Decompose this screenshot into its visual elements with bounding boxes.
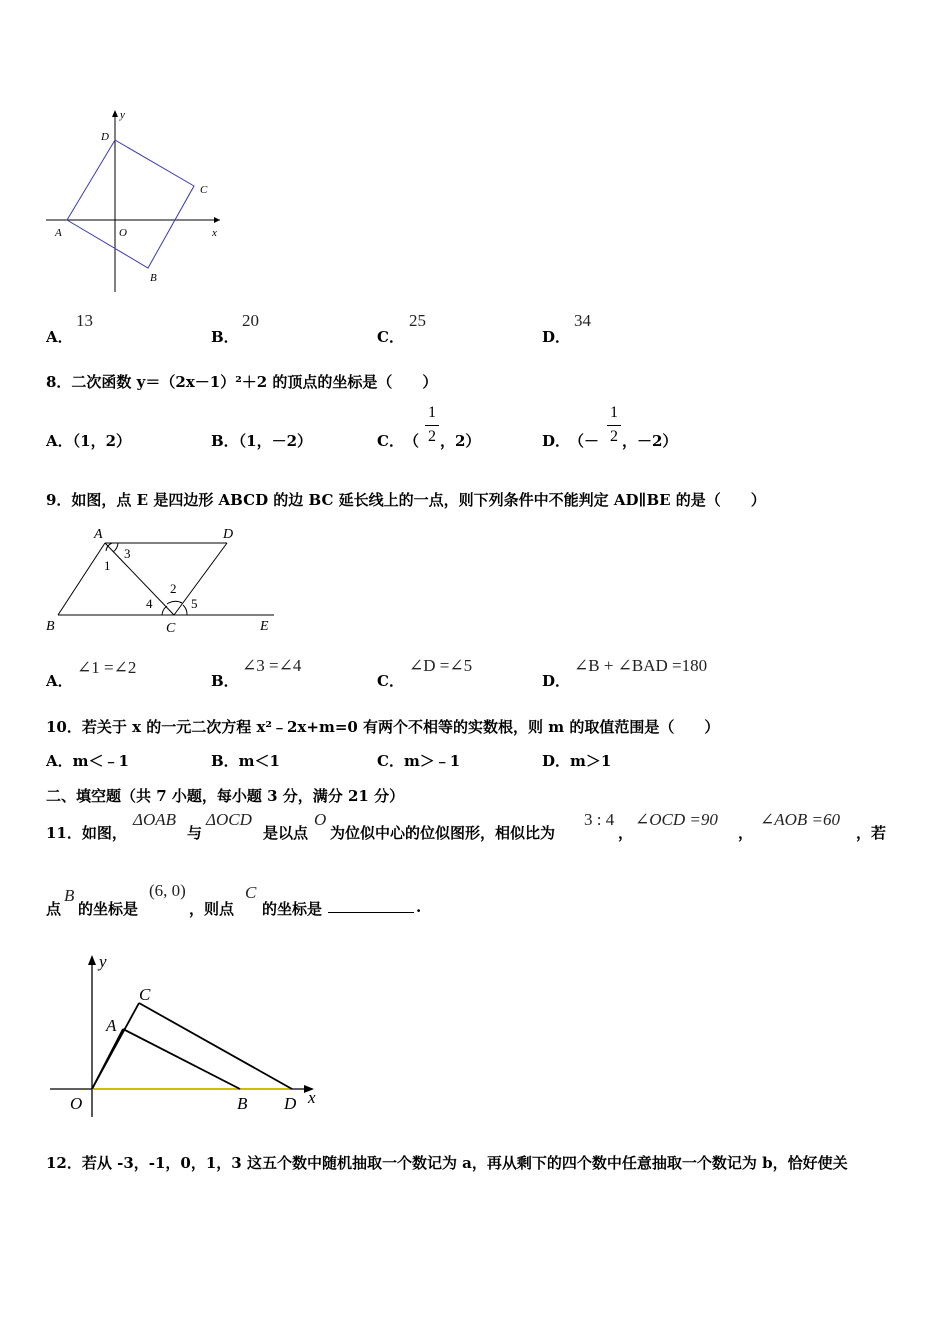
q10-option-d: D．m＞1: [542, 752, 612, 770]
q11-text-center: 为位似中心的位似图形，相似比为: [330, 824, 556, 842]
q11-answer-blank[interactable]: [328, 898, 414, 917]
q8-option-c-open: （: [404, 432, 420, 450]
angle-arc-2: [167, 601, 182, 604]
q7-option-c-value: 25: [409, 311, 426, 330]
figure-similar-triangles: [40, 945, 340, 1125]
q7-option-d-letter: D．: [542, 328, 571, 346]
q7-option-b-value: 20: [242, 311, 259, 330]
q11-text-then-point: ，则点: [189, 900, 235, 918]
segment-ac: [105, 543, 174, 615]
q7-option-b-letter: B．: [211, 328, 239, 346]
q11-triangle-ocd: ΔOCD: [206, 810, 252, 829]
q10-option-a: A．m＜﹣1: [46, 752, 129, 770]
q9-label-e: E: [260, 619, 269, 634]
q9-option-c-letter: C．: [377, 672, 404, 690]
q8-option-c-rest: ，2）: [440, 432, 481, 450]
q8-option-c-letter: C．: [377, 432, 404, 450]
fig3-label-a: A: [106, 1016, 117, 1035]
q8-d-frac-den: 2: [610, 428, 618, 445]
segment-dc: [174, 543, 227, 615]
label-o: O: [119, 227, 127, 239]
q8-option-a: A．（1，2）: [46, 432, 132, 450]
label-b: B: [150, 272, 157, 284]
q8-option-d-rest: ，－2）: [622, 432, 678, 450]
q9-label-d: D: [223, 527, 234, 542]
fig3-label-c: C: [139, 985, 151, 1004]
q11-coord-b: (6, 0): [149, 881, 186, 900]
q8-option-d-open: （－: [569, 432, 600, 450]
q9-option-d-letter: D．: [542, 672, 571, 690]
y-axis-arrow: [88, 955, 96, 965]
q12-stem: 12．若从 -3，-1，0，1，3 这五个数中随机抽取一个数记为 a，再从剩下的四个数中任意抽取一个数记为 b，恰好使关: [46, 1154, 848, 1172]
square-abcd: [67, 140, 194, 268]
q11-angle-ocd: ∠OCD =90: [635, 810, 718, 829]
fig3-label-y: y: [99, 952, 107, 971]
q9-option-b-value: ∠3 =∠4: [242, 656, 302, 675]
q9-angle-label-2: 2: [170, 581, 177, 596]
q8-option-b: B．（1，－2）: [211, 432, 313, 450]
angle-arc-5: [183, 605, 187, 615]
q11-ratio: 3 : 4: [584, 810, 615, 829]
q9-angle-label-4: 4: [146, 596, 153, 611]
q11-angle-aob: ∠AOB =60: [760, 810, 841, 829]
figure-quadrilateral-abcde: [40, 522, 290, 640]
q11-comma-1: ，: [618, 824, 634, 842]
q11-text-if: ，若: [856, 824, 887, 842]
q9-label-a: A: [94, 527, 103, 542]
label-d: D: [101, 131, 109, 143]
q11-point-c: C: [245, 883, 257, 902]
x-axis-arrow: [214, 217, 220, 223]
fig3-label-d: D: [284, 1094, 297, 1113]
q9-option-c-value: ∠D =∠5: [409, 656, 473, 675]
q8-d-frac-num: 1: [610, 404, 618, 421]
q11-comma-2: ，: [738, 824, 754, 842]
q11-point-b: B: [64, 886, 75, 905]
q9-angle-label-3: 3: [124, 546, 131, 561]
fig3-label-o: O: [70, 1094, 83, 1113]
q9-angle-label-1: 1: [104, 558, 111, 573]
q11-point-o: O: [314, 810, 327, 829]
q7-option-c-letter: C．: [377, 328, 404, 346]
segment-ab: [123, 1029, 240, 1089]
q11-prefix: 11．如图，: [46, 824, 127, 842]
q11-triangle-oab: ΔOAB: [133, 810, 177, 829]
q10-option-b: B．m＜1: [211, 752, 280, 770]
q9-label-b: B: [46, 619, 55, 634]
q8-c-frac-line: [425, 425, 439, 426]
label-a: A: [55, 227, 62, 239]
q8-option-d-letter: D．: [542, 432, 571, 450]
q7-option-d-value: 34: [574, 311, 591, 330]
q9-option-d-value: ∠B + ∠BAD =180: [574, 656, 708, 675]
q9-option-a-value: ∠1 =∠2: [77, 658, 137, 677]
q9-option-a-letter: A．: [46, 672, 73, 690]
fig3-label-b: B: [237, 1094, 248, 1113]
q8-stem: 8．二次函数 y＝（2x－1）²＋2 的顶点的坐标是（ ）: [46, 373, 438, 391]
q8-d-frac-line: [607, 425, 621, 426]
q9-label-c: C: [166, 621, 176, 636]
q11-text-coord-of-b: 的坐标是: [78, 900, 139, 918]
segment-ab: [58, 543, 105, 615]
q10-option-c: C．m＞﹣1: [377, 752, 461, 770]
q7-option-a-value: 13: [76, 311, 93, 330]
q11-text-and: 与: [187, 824, 203, 842]
label-y: y: [120, 109, 125, 121]
q11-text-coord-of-c: 的坐标是: [262, 900, 323, 918]
q8-c-frac-num: 1: [428, 404, 436, 421]
q8-c-frac-den: 2: [428, 428, 436, 445]
label-x: x: [212, 227, 217, 239]
angle-arc-3: [113, 543, 118, 552]
q7-option-a-letter: A．: [46, 328, 73, 346]
q11-text-point: 点: [46, 900, 62, 918]
q9-option-b-letter: B．: [211, 672, 239, 690]
fig3-label-x: x: [308, 1088, 316, 1107]
label-c: C: [200, 184, 208, 196]
q10-stem: 10．若关于 x 的一元二次方程 x²﹣2x+m=0 有两个不相等的实数根，则 m 的取值范围是（ ）: [46, 718, 720, 736]
q9-stem: 9．如图，点 E 是四边形 ABCD 的边 BC 延长线上的一点，则下列条件中不能判定 AD∥BE 的是（ ）: [46, 491, 766, 509]
y-axis-arrow: [112, 110, 118, 117]
q11-text-is: 是以点: [263, 824, 309, 842]
q9-angle-label-5: 5: [191, 596, 198, 611]
q11-period: .: [416, 898, 422, 916]
figure-square-abcd: [40, 100, 240, 300]
section-2-title: 二、填空题（共 7 小题，每小题 3 分，满分 21 分）: [46, 787, 405, 805]
